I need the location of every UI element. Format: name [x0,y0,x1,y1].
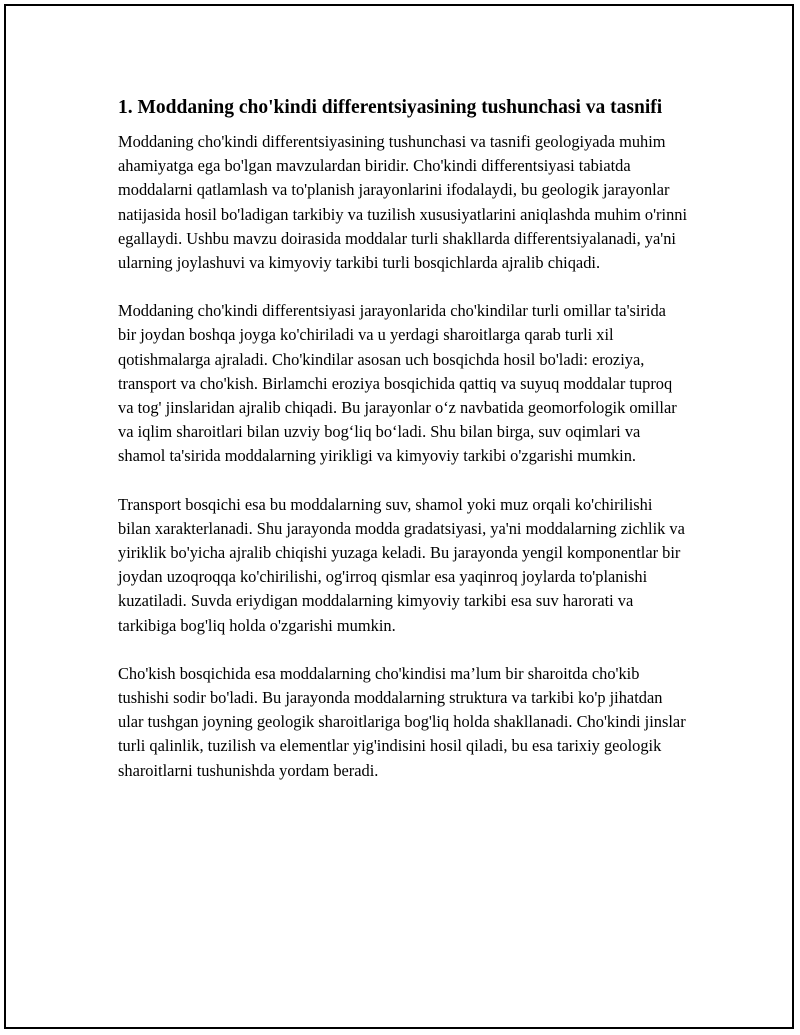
paragraph-3: Transport bosqichi esa bu moddalarning suv, shamol yoki muz orqali ko'chirilishi bilan xarakterlanadi. Shu jarayonda modda gradatsiyasi, ya'ni moddalarning zichlik va yiriklik bo'yicha ajralib chiqishi yuzaga keladi. Bu jarayonda yengil komponentlar bir joydan uzoqroqqa ko'chirilishi, og'irroq qismlar esa yaqinroq joylarda to'planishi kuzatiladi. Suvda eriydigan moddalarning kimyoviy tarkibi esa suv harorati va tarkibiga bog'liq holda o'zgarishi mumkin. [118,494,685,635]
paragraph-4: Cho'kish bosqichida esa moddalarning cho'kindisi ma’lum bir sharoitda cho'kib tushishi sodir bo'ladi. Bu jarayonda moddalarning struktura va tarkibi ko'p jihatdan ular tushgan joyning geologik sharoitlariga bog'liq holda shakllanadi. Cho'kindi jinslar turli qalinlik, tuzilish va elementlar yig'indisini hosil qiladi, bu esa tarixiy geologik sharoitlarni tushunishda yordam beradi. [118,663,686,780]
document-body [118,94,688,807]
paragraph-1: Moddaning cho'kindi differentsiyasining tushunchasi va tasnifi geologiyada muhim ahamiyatga ega bo'lgan mavzulardan biridir. Cho'kindi differentsiyasi tabiatda moddalarni qatlamlash va to'planish jarayonlarini ifodalaydi, bu geologik jarayonlar natijasida hosil bo'ladigan tarkibiy va tuzilish xususiyatlarini aniqlashda muhim o'rinni egallaydi. Ushbu mavzu doirasida moddalar turli shakllarda differentsiyalanadi, ya'ni ularning joylashuvi va kimyoviy tarkibi turli bosqichlarda ajralib chiqadi. [118,132,688,273]
paragraph-2: Moddaning cho'kindi differentsiyasi jarayonlarida cho'kindilar turli omillar ta'sirida bir joydan boshqa joyga ko'chiriladi va u yerdagi sharoitlarga qarab turli xil qotishmalarga ajraladi. Cho'kindilar asosan uch bosqichda hosil bo'ladi: eroziya, transport va cho'kish. Birlamchi eroziya bosqichida qattiq va suyuq moddalar tuproq va tog' jinslaridan ajralib chiqadi. Bu jarayonlar o‘z navbatida geomorfologik omillar va iqlim sharoitlari bilan uzviy bog‘liq bo‘ladi. Shu bilan birga, suv oqimlari va shamol ta'sirida moddalarning yirikligi va kimyoviy tarkibi o'zgarishi mumkin. [118,301,677,466]
section-heading: 1. Moddaning cho'kindi differentsiyasining tushunchasi va tasnifi [118,97,663,118]
